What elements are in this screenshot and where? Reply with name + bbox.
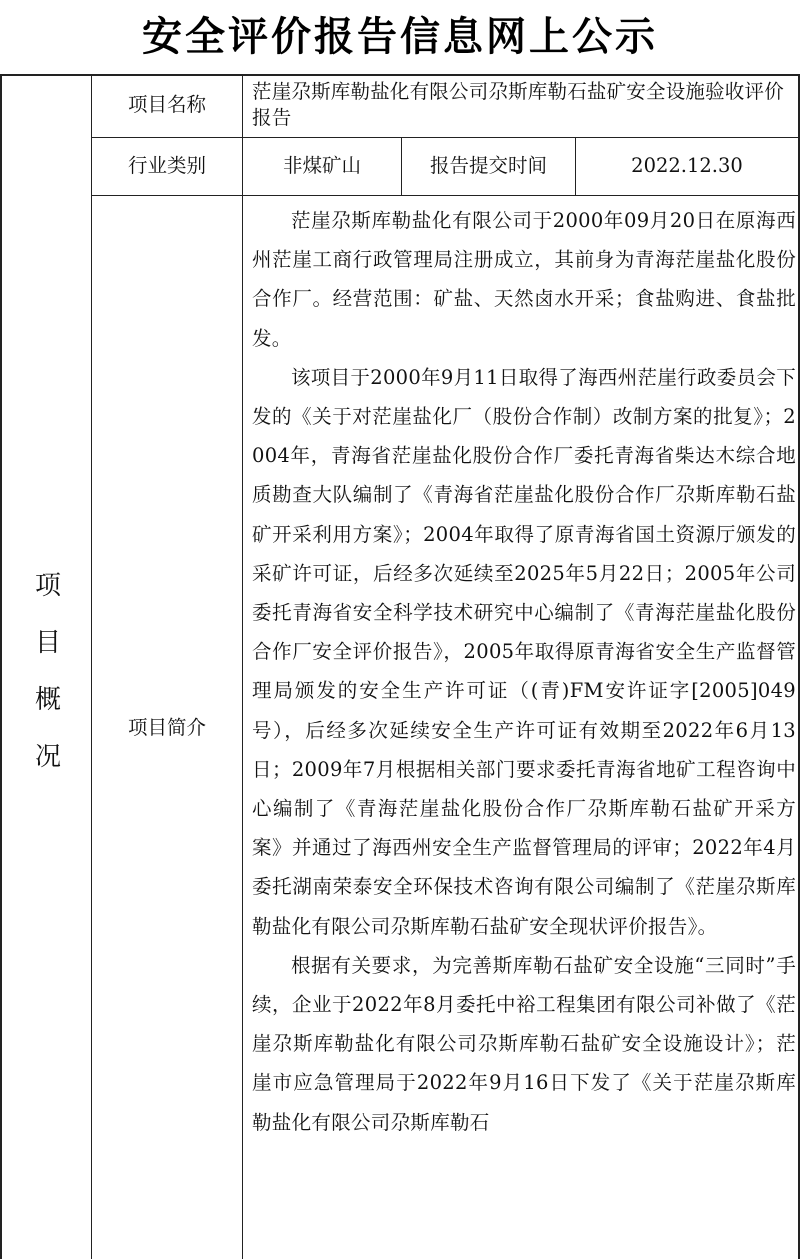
submit-time-value: 2022.12.30 <box>631 154 743 177</box>
table-row-divider <box>91 137 800 138</box>
intro-paragraph: 茫崖尕斯库勒盐化有限公司于2000年09月20日在原海西州茫崖工商行政管理局注册成立，其前身为青海茫崖盐化股份合作厂。经营范围：矿盐、天然卤水开采；食盐购进、食盐批发。 <box>252 209 796 350</box>
intro-label: 项目简介 <box>127 716 206 739</box>
section-label-char: 概 <box>34 685 61 715</box>
section-label-char: 目 <box>34 628 61 658</box>
intro-paragraph: 根据有关要求，为完善斯库勒石盐矿安全设施“三同时”手续，企业于2022年8月委托中裕工程集团有限公司补做了《茫崖尕斯库勒盐化有限公司尕斯库勒石盐矿安全设施设计》；茫崖市应急管理局于2022年9月16日下发了《关于茫崖尕斯库勒盐化有限公司尕斯库勒石 <box>252 953 796 1134</box>
section-label-project-overview <box>20 558 76 786</box>
section-label-char: 项 <box>34 571 61 601</box>
table-row-divider <box>91 195 800 196</box>
section-label-char: 况 <box>34 742 61 772</box>
submit-time-label: 报告提交时间 <box>429 154 547 177</box>
table-column-divider <box>91 74 92 1259</box>
industry-value: 非煤矿山 <box>282 154 361 177</box>
table-border-top <box>0 74 800 76</box>
project-name-value: 茫崖尕斯库勒盐化有限公司尕斯库勒石盐矿安全设施验收评价报告 <box>252 80 784 129</box>
intro-paragraph: 该项目于2000年9月11日取得了海西州茫崖行政委员会下发的《关于对茫崖盐化厂（股份合作制）改制方案的批复》；2004年，青海省茫崖盐化股份合作厂委托青海省柴达木综合地质勘查大队编制了《青海省茫崖盐化股份合作厂尕斯库勒石盐矿开采利用方案》；2004年取得了原青海省国土资源厅颁发的采矿许可证，后经多次延续至2025年5月22日；2005年公司委托青海省安全科学技术研究中心编制了《青海茫崖盐化股份合作厂安全评价报告》，2005年取得原青海省安全生产监督管理局颁发的安全生产许可证（(青)FM安许证字[2005]049号），后经多次延续安全生产许可证有效期至2022年6月13日；2009年7月根据相关部门要求委托青海省地矿工程咨询中心编制了《青海茫崖盐化股份合作厂尕斯库勒石盐矿开采方案》并通过了海西州安全生产监督管理局的评审；2022年4月委托湖南荣泰安全环保技术咨询有限公司编制了《茫崖尕斯库勒盐化有限公司尕斯库勒石盐矿安全现状评价报告》。 <box>252 365 796 938</box>
industry-label: 行业类别 <box>127 154 206 177</box>
table-border-left <box>0 74 2 1259</box>
page-title: 安全评价报告信息网上公示 <box>142 14 658 60</box>
intro-text <box>252 201 796 1259</box>
table-column-divider <box>242 74 243 1259</box>
project-name-label: 项目名称 <box>127 93 206 116</box>
